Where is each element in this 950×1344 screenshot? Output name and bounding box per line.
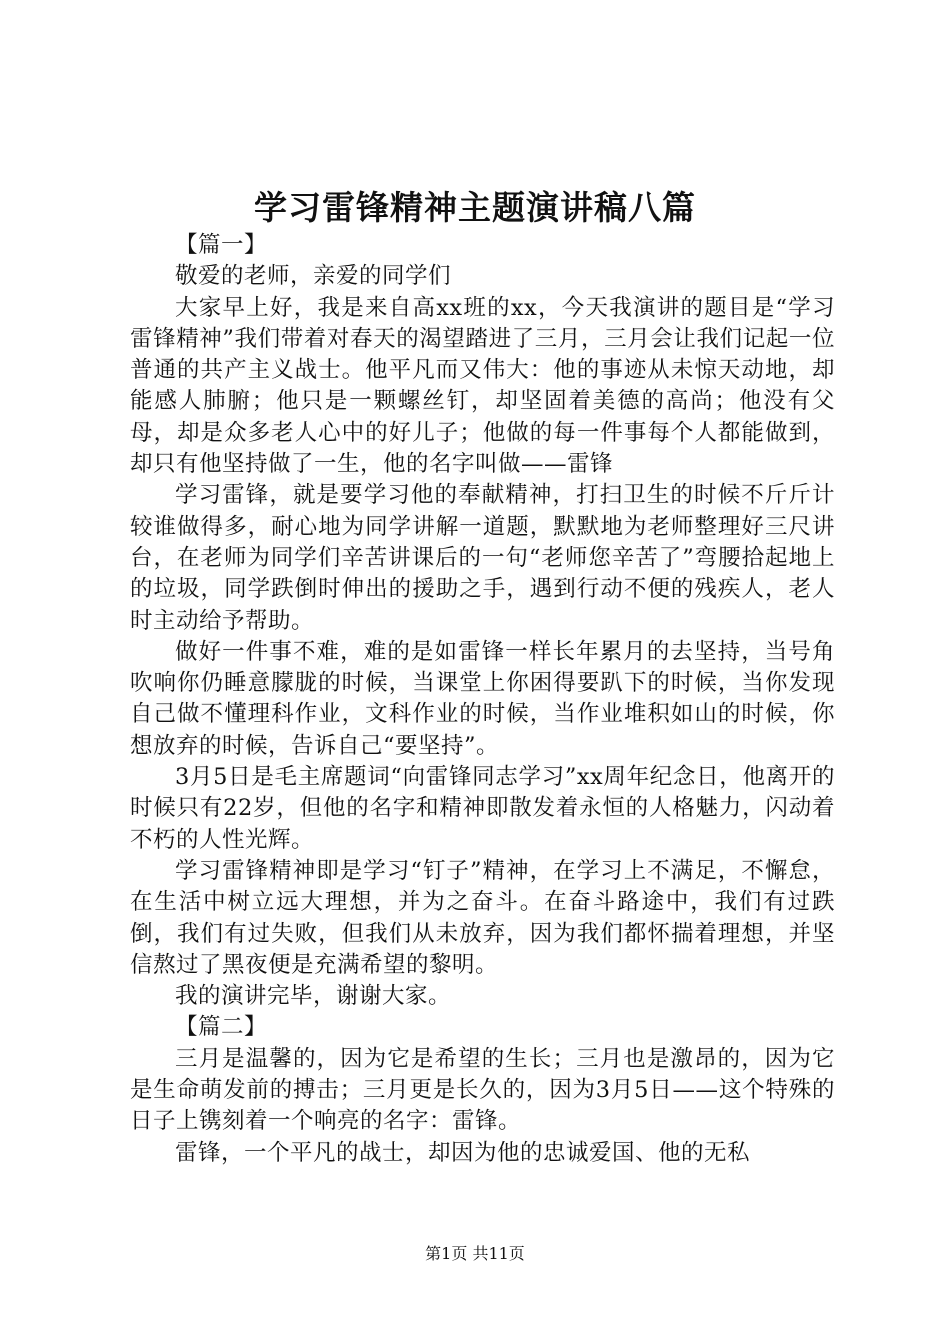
paragraph: 三月是温馨的，因为它是希望的生长；三月也是激昂的，因为它是生命萌发前的搏击；三月更是长久的，因为3月5日——这个特殊的日子上镌刻着一个响亮的名字：雷锋。 xyxy=(130,1045,835,1135)
paragraph: 做好一件事不难，难的是如雷锋一样长年累月的去坚持，当号角吹响你仍睡意朦胧的时候，当课堂上你困得要趴下的时候，当你发现自己做不懂理科作业，文科作业的时候，当作业堆积如山的时候，你想放弃的时候，告诉自己“要坚持”。 xyxy=(130,638,835,759)
section-heading: 【篇一】 xyxy=(175,232,268,258)
paragraph: 3月5日是毛主席题词“向雷锋同志学习”xx周年纪念日，他离开的时候只有22岁，但他的名字和精神即散发着永恒的人格魅力，闪动着不朽的人性光辉。 xyxy=(130,764,835,853)
paragraph: 学习雷锋，就是要学习他的奉献精神，打扫卫生的时候不斤斤计较谁做得多，耐心地为同学讲解一道题，默默地为老师整理好三尺讲台，在老师为同学们辛苦讲课后的一句“老师您辛苦了”弯腰拾起地上的垃圾，同学跌倒时伸出的援助之手，遇到行动不便的残疾人，老人时主动给予帮助。 xyxy=(130,482,835,634)
salutation: 敬爱的老师，亲爱的同学们 xyxy=(175,263,452,290)
document-title: 学习雷锋精神主题演讲稿八篇 xyxy=(254,188,696,227)
paragraph: 学习雷锋精神即是学习“钉子”精神，在学习上不满足，不懈怠，在生活中树立远大理想，并为之奋斗。在奋斗路途中，我们有过跌倒，我们有过失败，但我们从未放弃，因为我们都怀揣着理想，并坚信熬过了黑夜便是充满希望的黎明。 xyxy=(130,857,835,978)
paragraph: 雷锋，一个平凡的战士，却因为他的忠诚爱国、他的无私 xyxy=(175,1139,751,1166)
document-body xyxy=(130,230,835,1169)
paragraph: 大家早上好，我是来自高xx班的xx，今天我演讲的题目是“学习雷锋精神”我们带着对春天的渴望踏进了三月，三月会让我们记起一位普通的共产主义战士。他平凡而又伟大：他的事迹从未惊天动地，却能感人肺腑；他只是一颗螺丝钉，却坚固着美德的高尚；他没有父母，却是众多老人心中的好儿子；他做的每一件事每个人都能做到，却只有他坚持做了一生，他的名字叫做——雷锋 xyxy=(130,294,835,478)
page-number-footer: 第1页 共11页 xyxy=(425,1244,525,1263)
section-heading: 【篇二】 xyxy=(175,1014,268,1041)
closing-line: 我的演讲完毕，谢谢大家。 xyxy=(175,983,452,1010)
